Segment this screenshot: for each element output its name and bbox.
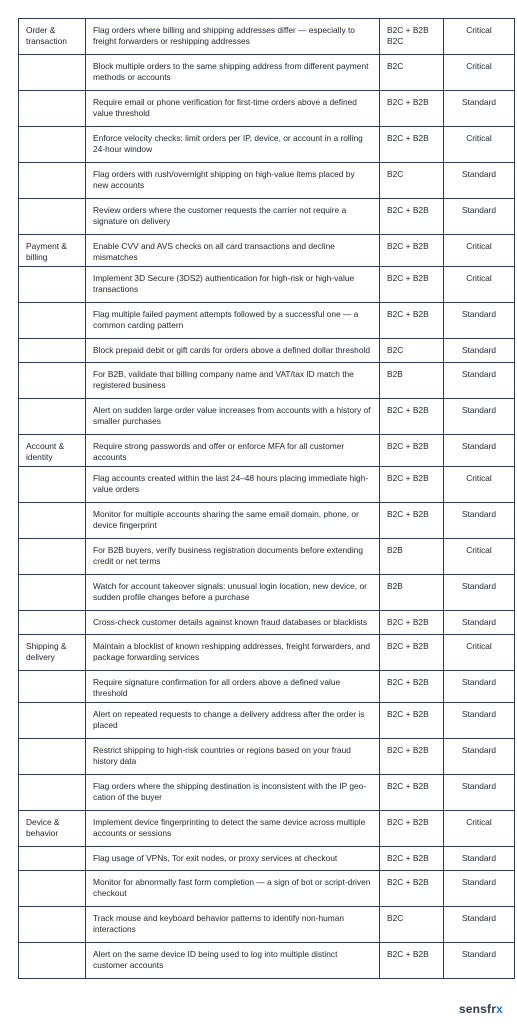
category-cell <box>19 55 86 91</box>
table-row <box>19 907 515 943</box>
priority-cell: Standard <box>444 303 515 339</box>
description-cell: Implement 3D Secure (3DS2) authentication for high-risk or high-value transactions <box>86 267 380 303</box>
segment-cell: B2C + B2B <box>380 635 444 671</box>
segment-cell: B2C + B2B <box>380 199 444 235</box>
priority-cell: Standard <box>444 907 515 943</box>
priority-cell: Standard <box>444 611 515 635</box>
segment-cell: B2C <box>380 339 444 363</box>
priority-cell: Standard <box>444 435 515 467</box>
category-cell <box>19 847 86 871</box>
description-cell: Flag multiple failed payment attempts followed by a successful one — a common carding pattern <box>86 303 380 339</box>
segment-cell: B2C + B2B <box>380 303 444 339</box>
segment-cell: B2B <box>380 539 444 575</box>
priority-cell: Critical <box>444 127 515 163</box>
description-cell: Flag orders where the shipping destination is inconsistent with the IP geo-cation of the buyer <box>86 775 380 811</box>
segment-cell: B2B <box>380 363 444 399</box>
category-cell <box>19 871 86 907</box>
category-cell <box>19 363 86 399</box>
category-cell <box>19 91 86 127</box>
description-cell: Flag accounts created within the last 24–48 hours placing immediate high-value orders <box>86 467 380 503</box>
table-row <box>19 303 515 339</box>
table-row <box>19 871 515 907</box>
description-cell: Flag orders where billing and shipping addresses differ — especially to freight forwarders or reshipping addresses <box>86 19 380 55</box>
category-cell <box>19 943 86 979</box>
table-row <box>19 611 515 635</box>
category-cell <box>19 339 86 363</box>
description-cell: Require signature confirmation for all orders above a defined value threshold <box>86 671 380 703</box>
description-cell: Block multiple orders to the same shipping address from different payment methods or accounts <box>86 55 380 91</box>
category-cell <box>19 671 86 703</box>
segment-cell: B2C + B2B <box>380 399 444 435</box>
description-cell: Monitor for abnormally fast form completion — a sign of bot or script-driven checkout <box>86 871 380 907</box>
category-cell <box>19 199 86 235</box>
brand-logo-mark: x <box>496 1002 503 1016</box>
priority-cell: Standard <box>444 739 515 775</box>
priority-cell: Standard <box>444 871 515 907</box>
segment-cell: B2C + B2B <box>380 811 444 847</box>
segment-cell: B2C + B2B <box>380 91 444 127</box>
priority-cell: Critical <box>444 811 515 847</box>
segment-cell: B2C <box>380 55 444 91</box>
table-row <box>19 399 515 435</box>
priority-cell: Standard <box>444 363 515 399</box>
category-cell <box>19 575 86 611</box>
category-cell <box>19 303 86 339</box>
segment-cell: B2C + B2B <box>380 235 444 267</box>
priority-cell: Standard <box>444 503 515 539</box>
category-cell <box>19 739 86 775</box>
table-row <box>19 339 515 363</box>
brand-logo-text: sensfr <box>458 1002 497 1016</box>
segment-cell: B2C + B2B <box>380 847 444 871</box>
priority-cell: Critical <box>444 235 515 267</box>
description-cell: Block prepaid debit or gift cards for orders above a defined dollar threshold <box>86 339 380 363</box>
description-cell: Alert on sudden large order value increases from accounts with a history of smaller purchases <box>86 399 380 435</box>
table-row <box>19 943 515 979</box>
table-row <box>19 539 515 575</box>
priority-cell: Standard <box>444 575 515 611</box>
description-cell: Implement device fingerprinting to detect the same device across multiple accounts or sessions <box>86 811 380 847</box>
category-cell <box>19 163 86 199</box>
table-row <box>19 575 515 611</box>
description-cell: Require strong passwords and offer or enforce MFA for all customer accounts <box>86 435 380 467</box>
table-row <box>19 739 515 775</box>
category-cell <box>19 539 86 575</box>
category-cell: Order & transaction <box>19 19 86 55</box>
priority-cell: Standard <box>444 847 515 871</box>
description-cell: Review orders where the customer requests the carrier not require a signature on delivery <box>86 199 380 235</box>
description-cell: For B2B, validate that billing company name and VAT/tax ID match the registered business <box>86 363 380 399</box>
description-cell: Flag orders with rush/overnight shipping on high-value items placed by new accounts <box>86 163 380 199</box>
description-cell: Cross-check customer details against known fraud databases or blacklists <box>86 611 380 635</box>
table-row <box>19 235 515 267</box>
category-cell <box>19 703 86 739</box>
category-cell <box>19 775 86 811</box>
description-cell: Watch for account takeover signals: unusual login location, new device, or sudden profile changes before a purchase <box>86 575 380 611</box>
table-row <box>19 435 515 467</box>
category-cell <box>19 127 86 163</box>
priority-cell: Critical <box>444 467 515 503</box>
segment-cell: B2C + B2B <box>380 435 444 467</box>
table-row <box>19 635 515 671</box>
segment-cell: B2C + B2B <box>380 775 444 811</box>
priority-cell: Critical <box>444 539 515 575</box>
priority-cell: Standard <box>444 775 515 811</box>
table-row <box>19 127 515 163</box>
table-row <box>19 671 515 703</box>
table-row <box>19 199 515 235</box>
category-cell <box>19 611 86 635</box>
checklist-rows <box>19 19 515 979</box>
category-cell: Account & identity <box>19 435 86 467</box>
table-row <box>19 91 515 127</box>
category-cell <box>19 267 86 303</box>
priority-cell: Standard <box>444 199 515 235</box>
description-cell: For B2B buyers, verify business registration documents before extending credit or net terms <box>86 539 380 575</box>
table-row <box>19 467 515 503</box>
description-cell: Maintain a blocklist of known reshipping addresses, freight forwarders, and package forwarding services <box>86 635 380 671</box>
category-cell: Shipping & delivery <box>19 635 86 671</box>
table-row <box>19 163 515 199</box>
description-cell: Enable CVV and AVS checks on all card transactions and decline mismatches <box>86 235 380 267</box>
table-row <box>19 267 515 303</box>
priority-cell: Standard <box>444 671 515 703</box>
description-cell: Flag usage of VPNs, Tor exit nodes, or proxy services at checkout <box>86 847 380 871</box>
table-row <box>19 703 515 739</box>
priority-cell: Standard <box>444 399 515 435</box>
table-row <box>19 55 515 91</box>
priority-cell: Critical <box>444 267 515 303</box>
category-cell <box>19 907 86 943</box>
priority-cell: Critical <box>444 55 515 91</box>
priority-cell: Standard <box>444 703 515 739</box>
table-row <box>19 847 515 871</box>
description-cell: Track mouse and keyboard behavior patterns to identify non-human interactions <box>86 907 380 943</box>
description-cell: Monitor for multiple accounts sharing the same email domain, phone, or device fingerprint <box>86 503 380 539</box>
brand-logo <box>459 1002 503 1016</box>
description-cell: Alert on repeated requests to change a delivery address after the order is placed <box>86 703 380 739</box>
description-cell: Require email or phone verification for first-time orders above a defined value threshold <box>86 91 380 127</box>
table-row <box>19 19 515 55</box>
segment-cell: B2C + B2B <box>380 127 444 163</box>
priority-cell: Standard <box>444 91 515 127</box>
priority-cell: Critical <box>444 19 515 55</box>
segment-cell: B2C <box>380 163 444 199</box>
table-row <box>19 775 515 811</box>
segment-cell: B2C + B2B <box>380 671 444 703</box>
category-cell: Payment & billing <box>19 235 86 267</box>
category-cell <box>19 467 86 503</box>
segment-cell: B2C + B2B <box>380 703 444 739</box>
segment-cell: B2B <box>380 575 444 611</box>
table-row <box>19 503 515 539</box>
segment-cell: B2C + B2B <box>380 467 444 503</box>
priority-cell: Standard <box>444 943 515 979</box>
priority-cell: Critical <box>444 635 515 671</box>
segment-cell: B2C <box>380 907 444 943</box>
priority-cell: Standard <box>444 339 515 363</box>
category-cell: Device & behavior <box>19 811 86 847</box>
description-cell: Enforce velocity checks: limit orders per IP, device, or account in a rolling 24-hour window <box>86 127 380 163</box>
segment-cell: B2C + B2B <box>380 611 444 635</box>
category-cell <box>19 503 86 539</box>
segment-cell: B2C + B2B <box>380 871 444 907</box>
category-cell <box>19 399 86 435</box>
description-cell: Restrict shipping to high-risk countries or regions based on your fraud history data <box>86 739 380 775</box>
segment-cell: B2C + B2B <box>380 739 444 775</box>
priority-cell: Standard <box>444 163 515 199</box>
segment-cell: B2C + B2B <box>380 943 444 979</box>
table-row <box>19 811 515 847</box>
fraud-checklist-table <box>18 18 515 979</box>
description-cell: Alert on the same device ID being used to log into multiple distinct customer accounts <box>86 943 380 979</box>
segment-cell: B2C + B2B B2C <box>380 19 444 55</box>
segment-cell: B2C + B2B <box>380 267 444 303</box>
table-row <box>19 363 515 399</box>
segment-cell: B2C + B2B <box>380 503 444 539</box>
